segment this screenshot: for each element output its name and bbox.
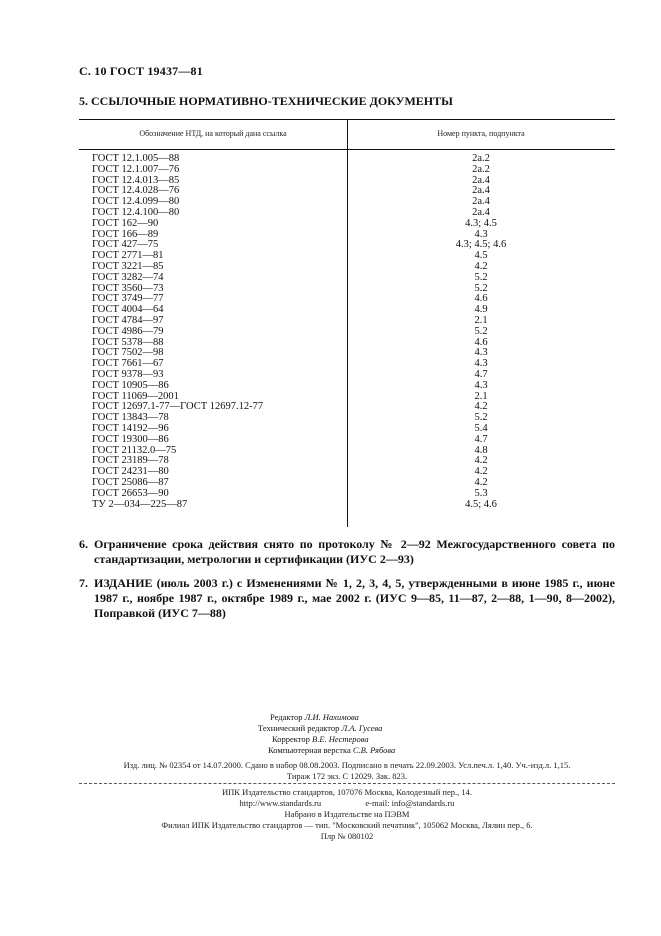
section-5-title: 5. ССЫЛОЧНЫЕ НОРМАТИВНО-ТЕХНИЧЕСКИЕ ДОКУМЕНТЫ [79,94,453,108]
document-designation: ГОСТ 10905—86 [92,379,169,391]
clause-number: 2.1 [474,390,488,402]
clause-number: 4.2 [474,260,488,272]
document-designation: ГОСТ 3221—85 [92,260,164,272]
document-designation: ГОСТ 12.4.100—80 [92,206,180,218]
clause-number: 2a.2 [472,153,490,164]
table-row [79,230,615,241]
website-link[interactable]: http://www.standards.ru [239,798,322,808]
editor-label: Редактор [270,712,303,722]
clause-number: 4.7 [474,368,488,380]
corrector-label: Корректор [272,734,310,744]
document-designation: ГОСТ 166—89 [92,228,159,240]
document-designation: ГОСТ 4784—97 [92,314,164,326]
print-run-line: Тираж 172 экз. С 12029. Зак. 823. [286,771,408,781]
table-row [79,489,615,500]
clause-number: 2a.4 [472,174,490,186]
document-designation: ГОСТ 24231—80 [92,466,169,478]
document-designation: ГОСТ 12.4.013—85 [92,174,180,186]
section-7-text: ИЗДАНИЕ (июль 2003 г.) с Изменениями № 1, 2, 3, 4, 5, утвержденными в июне 1985 г., июне 1987 г., ноябре 1987 г., октябре 1989 г., мае 2002 г. (ИУС 9—85, 11—87, 2—88, 1—90, 8—2002), Поправкой (ИУС 7—88) [94,576,615,620]
clause-number: 4.2 [474,476,488,488]
document-designation: ГОСТ 427—75 [92,239,159,251]
table-row [79,165,615,176]
document-designation: ГОСТ 4004—64 [92,304,164,316]
clause-number: 4.3 [474,228,488,240]
editor-line [270,712,395,723]
clause-number: 5.2 [474,282,488,294]
clause-number: 2a.4 [472,206,490,218]
table-body [79,154,615,510]
contact-line [79,798,615,809]
clause-number: 4.9 [474,304,488,316]
clause-number: 4.6 [474,336,488,348]
document-designation: ГОСТ 2771—81 [92,250,164,262]
clause-number: 4.2 [474,466,488,478]
clause-number: 5.2 [474,325,488,337]
section-6 [79,537,615,567]
document-designation: ГОСТ 12.1.007—76 [92,163,180,175]
clause-number: 4.3; 4.5; 4.6 [455,239,507,251]
tech-editor-label: Технический редактор [258,723,340,733]
clause-number: 5.2 [474,271,488,283]
corrector-name: В.Е. Нестерова [312,734,369,744]
table-row [79,219,615,230]
section-7 [79,576,615,621]
document-designation: ГОСТ 13843—78 [92,412,169,424]
document-designation: ГОСТ 12.4.028—76 [92,185,180,197]
table-row [79,381,615,392]
section-6-number: 6. [79,537,88,551]
branch-line: Филиал ИПК Издательство стандартов — тип. "Московский печатник", 105062 Москва, Лялин пер., 6. [161,820,533,830]
document-designation: ГОСТ 162—90 [92,217,159,229]
document-designation: ГОСТ 23189—78 [92,455,169,467]
clause-number: 5.4 [474,422,488,434]
document-designation: ГОСТ 25086—87 [92,476,169,488]
document-designation: ГОСТ 9378—93 [92,368,164,380]
page-header: С. 10 ГОСТ 19437—81 [79,64,203,78]
table-row [79,327,615,338]
document-designation: ГОСТ 12.4.099—80 [92,196,180,208]
clause-number: 4.2 [474,455,488,467]
clause-number: 2a.2 [472,163,490,175]
clause-number: 4.5 [474,250,488,262]
plr-line: Плр № 080102 [320,831,374,841]
clause-number: 4.3 [474,347,488,359]
table-row [79,500,615,511]
clause-number: 5.2 [474,412,488,424]
clause-number: 4.6 [474,293,488,305]
layout-label: Компьютерная верстка [268,745,351,755]
document-designation: ГОСТ 11069—2001 [92,390,179,402]
imprint-separator [79,783,615,784]
clause-number: 4.8 [474,444,488,456]
clause-number: 2a.4 [472,185,490,197]
reference-documents-table [79,119,615,527]
document-designation: ГОСТ 3749—77 [92,293,164,305]
editor-name: Л.И. Нахимова [304,712,359,722]
clause-number: 2.1 [474,314,488,326]
document-designation: ГОСТ 12.1.005—88 [92,153,180,164]
typeset-line: Набрано в Издательстве на ПЭВМ [284,809,410,819]
document-designation: ГОСТ 3282—74 [92,271,164,283]
tech-editor-name: Л.А. Гусева [341,723,383,733]
layout-line [268,745,395,756]
document-designation: ГОСТ 14192—96 [92,422,169,434]
table-row [79,273,615,284]
document-designation: ГОСТ 7661—67 [92,358,164,370]
publisher-line: ИПК Издательство стандартов, 107076 Москва, Колодезный пер., 14. [222,787,472,797]
clause-number: 4.3 [474,379,488,391]
editorial-staff [258,712,396,756]
document-designation: ГОСТ 26653—90 [92,487,169,499]
document-designation: ГОСТ 5378—88 [92,336,164,348]
corrector-line [272,734,395,745]
email-link[interactable]: e-mail: info@standards.ru [365,798,455,808]
section-6-text: Ограничение срока действия снято по протоколу № 2—92 Межгосударственного совета по стандартизации, метрологии и сертификации (ИУС 2—93) [94,537,615,566]
table-row [79,435,615,446]
table-row [79,208,615,219]
document-designation: ГОСТ 4986—79 [92,325,164,337]
clause-number: 4.7 [474,433,488,445]
document-designation: ГОСТ 3560—73 [92,282,164,294]
column-header-document: Обозначение НТД, на который дана ссылка [139,129,287,138]
document-designation: ГОСТ 21132.0—75 [92,444,177,456]
document-designation: ГОСТ 19300—86 [92,433,169,445]
section-7-number: 7. [79,576,88,590]
print-info [79,760,615,782]
clause-number: 4.3; 4.5 [465,217,497,229]
document-designation: ТУ 2—034—225—87 [92,498,188,510]
publisher-info [79,787,615,842]
document-designation: ГОСТ 7502—98 [92,347,164,359]
clause-number: 4.2 [474,401,488,413]
column-header-clause: Номер пункта, подпункта [437,129,525,138]
tech-editor-line [258,723,395,734]
layout-name: С.В. Рябова [352,745,396,755]
clause-number: 2a.4 [472,196,490,208]
document-designation: ГОСТ 12697.1-77—ГОСТ 12697.12-77 [92,401,264,413]
clause-number: 5.3 [474,487,488,499]
license-line: Изд. лиц. № 02354 от 14.07.2000. Сдано в набор 08.08.2003. Подписано в печать 22.09.2003. Усл.печ.л. 1,40. Уч.-изд.л. 1,15. [123,760,571,770]
clause-number: 4.5; 4.6 [465,498,497,510]
clause-number: 4.3 [474,358,488,370]
